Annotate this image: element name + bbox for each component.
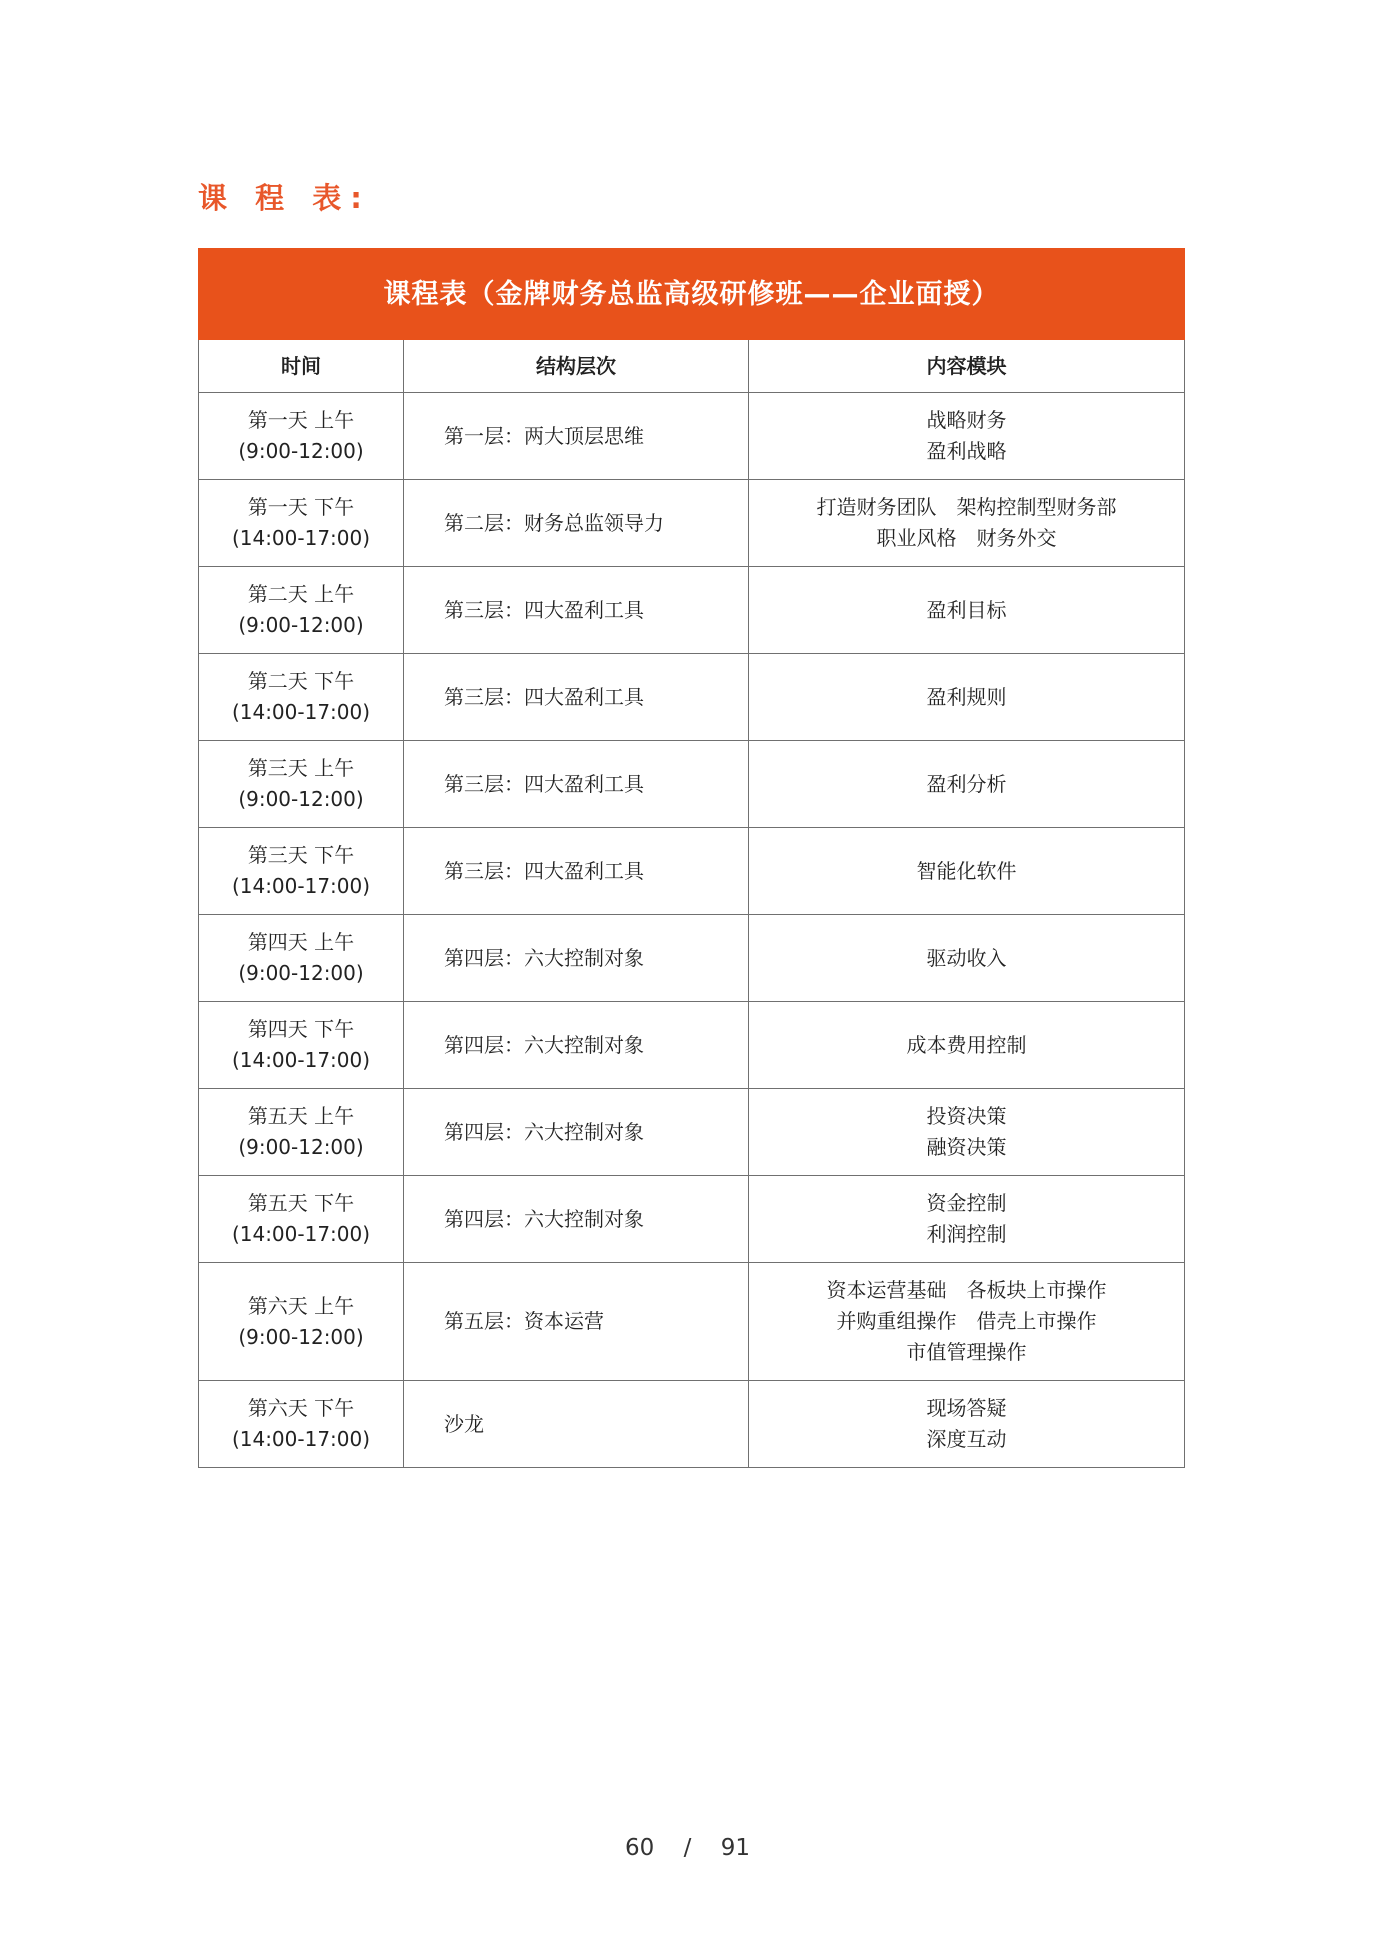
content-item: 融资决策: [926, 1135, 1007, 1159]
content-cell: [749, 1263, 1185, 1381]
level-cell: 第三层：四大盈利工具: [404, 654, 749, 741]
content-item: 战略财务: [926, 408, 1007, 432]
table-row: [199, 393, 1185, 480]
content-cell: [749, 1381, 1185, 1468]
content-item: 盈利目标: [926, 597, 1007, 622]
day-label: 第三天 下午: [247, 843, 355, 867]
table-row: [199, 1002, 1185, 1089]
time-cell: [199, 1089, 404, 1176]
time-range: (14:00-17:00): [231, 874, 371, 898]
table-row: [199, 828, 1185, 915]
time-range: (14:00-17:00): [231, 700, 371, 724]
day-label: 第二天 上午: [247, 582, 355, 606]
level-cell: 第四层：六大控制对象: [404, 1176, 749, 1263]
content-item: 市值管理操作: [906, 1340, 1027, 1364]
time-cell: [199, 393, 404, 480]
content-item: 成本费用控制: [906, 1032, 1027, 1057]
column-header-content: 内容模块: [749, 340, 1185, 393]
time-range: (14:00-17:00): [231, 1222, 371, 1246]
content-item: 现场答疑: [926, 1396, 1007, 1420]
day-label: 第一天 下午: [247, 495, 355, 519]
content-cell: [749, 567, 1185, 654]
table-row: [199, 1089, 1185, 1176]
content-cell: [749, 1002, 1185, 1089]
table-row: [199, 1381, 1185, 1468]
level-cell: 第二层：财务总监领导力: [404, 480, 749, 567]
content-item: 盈利分析: [926, 771, 1007, 796]
content-cell: [749, 1176, 1185, 1263]
day-label: 第四天 下午: [247, 1017, 355, 1041]
table-title: 课程表（金牌财务总监高级研修班——企业面授）: [199, 249, 1185, 340]
table-row: [199, 1263, 1185, 1381]
day-label: 第六天 下午: [247, 1396, 355, 1420]
time-range: (9:00-12:00): [238, 787, 364, 811]
content-item: 深度互动: [926, 1427, 1007, 1451]
content-item: 投资决策: [926, 1104, 1007, 1128]
content-cell: [749, 828, 1185, 915]
content-item: 智能化软件: [916, 858, 1017, 883]
time-range: (9:00-12:00): [238, 613, 364, 637]
content-item: 盈利战略: [926, 439, 1007, 463]
time-range: (14:00-17:00): [231, 1427, 371, 1451]
level-cell: 第四层：六大控制对象: [404, 1002, 749, 1089]
time-range: (9:00-12:00): [238, 961, 364, 985]
time-range: (14:00-17:00): [231, 526, 371, 550]
content-item: 资本运营基础 各板块上市操作: [826, 1278, 1107, 1302]
table-row: [199, 915, 1185, 1002]
time-range: (9:00-12:00): [238, 439, 364, 463]
level-cell: 第三层：四大盈利工具: [404, 567, 749, 654]
table-body: [199, 393, 1185, 1468]
time-cell: [199, 828, 404, 915]
time-cell: [199, 741, 404, 828]
content-item: 并购重组操作 借壳上市操作: [836, 1309, 1097, 1333]
time-cell: [199, 1263, 404, 1381]
content-item: 职业风格 财务外交: [876, 526, 1057, 550]
time-cell: [199, 654, 404, 741]
content-cell: [749, 393, 1185, 480]
column-header-time: 时间: [199, 340, 404, 393]
table-row: [199, 1176, 1185, 1263]
content-cell: [749, 915, 1185, 1002]
day-label: 第四天 上午: [247, 930, 355, 954]
level-cell: 第三层：四大盈利工具: [404, 828, 749, 915]
content-item: 利润控制: [926, 1222, 1007, 1246]
content-cell: [749, 1089, 1185, 1176]
time-range: (9:00-12:00): [238, 1135, 364, 1159]
content-item: 打造财务团队 架构控制型财务部: [816, 495, 1117, 519]
level-cell: 第一层：两大顶层思维: [404, 393, 749, 480]
time-range: (14:00-17:00): [231, 1048, 371, 1072]
page-current: 60: [625, 1835, 655, 1861]
day-label: 第六天 上午: [247, 1293, 355, 1318]
time-range: (9:00-12:00): [238, 1324, 364, 1349]
content-cell: [749, 480, 1185, 567]
time-cell: [199, 480, 404, 567]
day-label: 第五天 上午: [247, 1104, 355, 1128]
time-cell: [199, 1176, 404, 1263]
section-heading: 课 程 表:: [198, 181, 371, 215]
table-row: [199, 741, 1185, 828]
content-item: 盈利规则: [926, 684, 1007, 709]
table-row: [199, 654, 1185, 741]
time-cell: [199, 567, 404, 654]
day-label: 第二天 下午: [247, 669, 355, 693]
column-header-level: 结构层次: [404, 340, 749, 393]
time-cell: [199, 1381, 404, 1468]
day-label: 第三天 上午: [247, 756, 355, 780]
day-label: 第五天 下午: [247, 1191, 355, 1215]
day-label: 第一天 上午: [247, 408, 355, 432]
level-cell: 第四层：六大控制对象: [404, 915, 749, 1002]
time-cell: [199, 1002, 404, 1089]
table-row: [199, 567, 1185, 654]
level-cell: 第五层：资本运营: [404, 1263, 749, 1381]
course-schedule-table: [198, 248, 1185, 1468]
level-cell: 第三层：四大盈利工具: [404, 741, 749, 828]
page-total: 91: [720, 1835, 750, 1861]
content-item: 驱动收入: [926, 945, 1007, 970]
table-row: [199, 480, 1185, 567]
content-item: 资金控制: [926, 1191, 1007, 1215]
level-cell: 沙龙: [404, 1381, 749, 1468]
content-cell: [749, 654, 1185, 741]
page-separator: /: [683, 1835, 692, 1861]
page-number: [0, 1835, 1375, 1861]
level-cell: 第四层：六大控制对象: [404, 1089, 749, 1176]
content-cell: [749, 741, 1185, 828]
time-cell: [199, 915, 404, 1002]
